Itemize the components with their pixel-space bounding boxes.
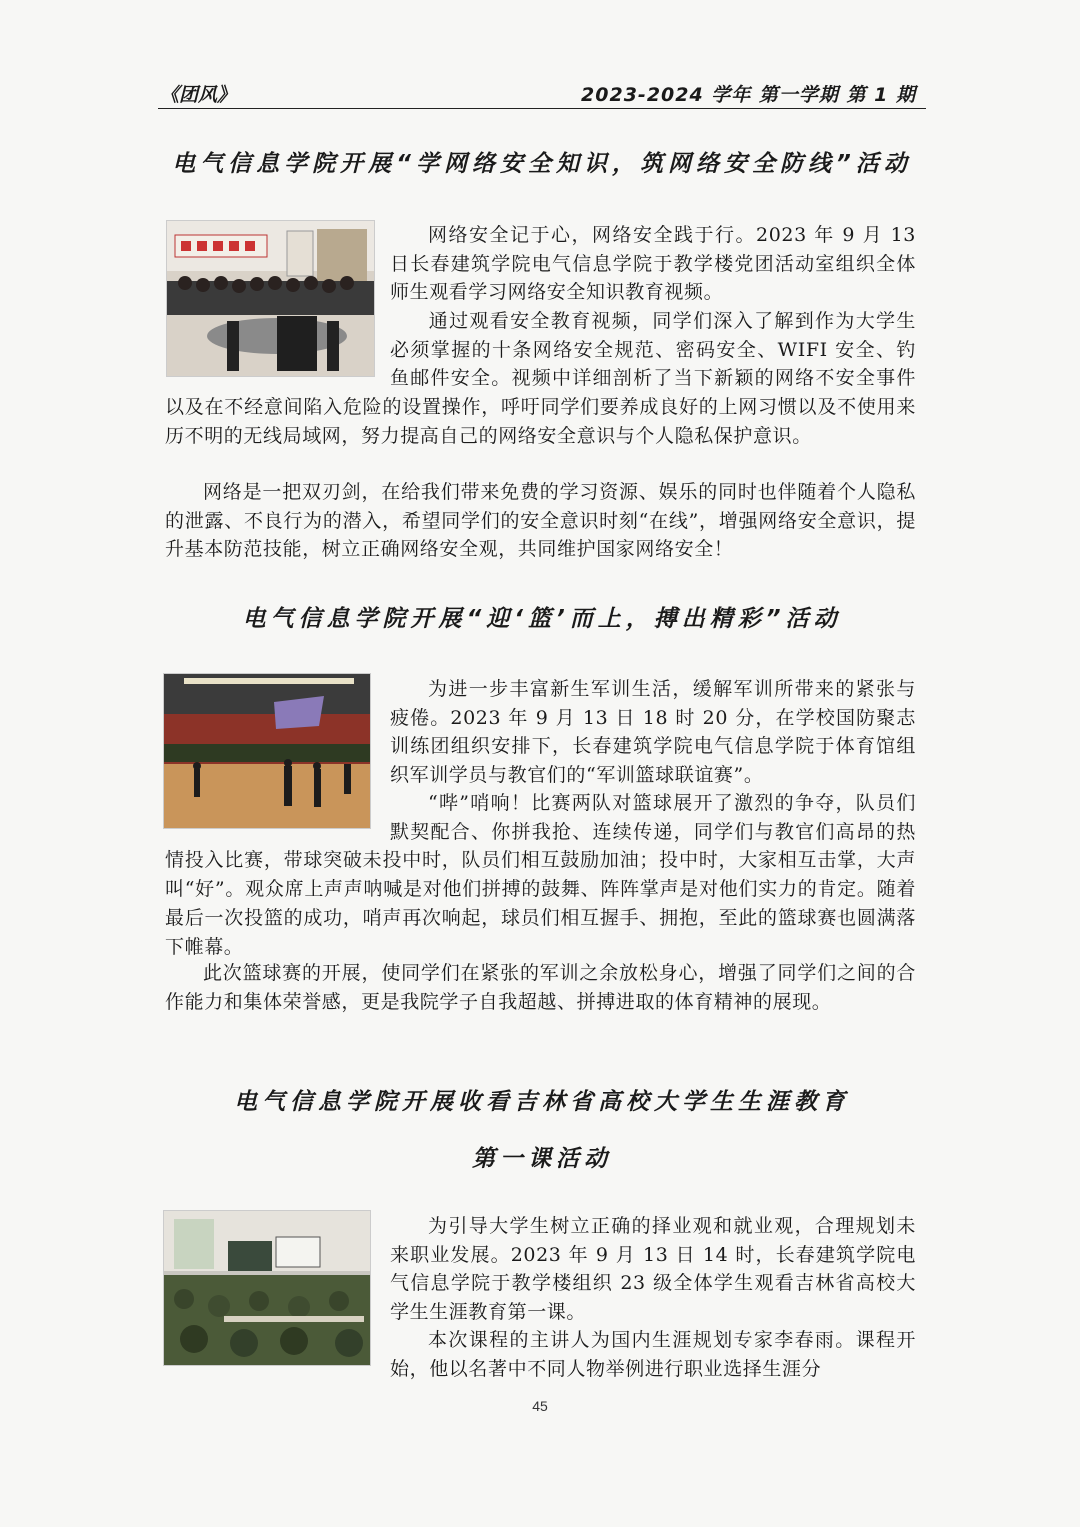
- article-title-career-education: 电气信息学院开展收看吉林省高校大学生生涯教育: [234, 1089, 850, 1115]
- article1-paragraph-2-wrap: [165, 307, 916, 451]
- article2-paragraph-2-wrap: [165, 789, 916, 961]
- journal-name: 《团风》: [160, 84, 237, 106]
- article1-paragraph-1: 网络安全记于心，网络安全践于行。2023 年 9 月 13 日长春建筑学院电气信息学院于教学楼党团活动室组织全体师生观看学习网络安全知识教育视频。: [390, 224, 916, 304]
- page-number: 45: [532, 1398, 548, 1414]
- article2-paragraph-3: 此次篮球赛的开展，使同学们在紧张的军训之余放松身心，增强了同学们之间的合作能力和集体荣誉感，更是我院学子自我超越、拼搏进取的体育精神的展现。: [165, 962, 916, 1013]
- page-header: [158, 78, 926, 109]
- article-title-network-security: 电气信息学院开展“学网络安全知识，筑网络安全防线”活动: [172, 151, 912, 177]
- career-lecture-photo: [163, 1210, 371, 1366]
- article-title-basketball: 电气信息学院开展“迎‘篮’而上，搏出精彩”活动: [242, 606, 842, 632]
- article2-paragraph-1: 为进一步丰富新生军训生活，缓解军训所带来的紧张与疲倦。2023 年 9 月 13 日 18 时 20 分，在学校国防聚志训练团组织安排下，长春建筑学院电气信息学院于体育馆组织军训学员与教官们的“军训篮球联谊赛”。: [390, 678, 916, 787]
- article3-paragraph-2: 本次课程的主讲人为国内生涯规划专家李春雨。课程开始，他以名著中不同人物举例进行职业选择生涯分: [390, 1329, 916, 1380]
- article-title-career-education-line2: 第一课活动: [472, 1146, 612, 1172]
- article2-paragraph-2: “哔”哨响！比赛两队对篮球展开了激烈的争夺，队员们默契配合、你拼我抢、连续传递，同学们与教官们高昂的热情投入比赛，带球突破未投中时，队员们相互鼓励加油；投中时，大家相互击掌，大声叫“好”。观众席上声声呐喊是对他们拼搏的鼓舞、阵阵掌声是对他们实力的肯定。随着最后一次投篮的成功，哨声再次响起，球员们相互握手、拥抱，至此的篮球赛也圆满落下帷幕。: [165, 792, 916, 958]
- article3-paragraph-1: 为引导大学生树立正确的择业观和就业观，合理规划未来职业发展。2023 年 9 月 13 日 14 时，长春建筑学院电气信息学院于教学楼组织 23 级全体学生观看吉林省高校大学生生涯教育第一课。: [390, 1215, 916, 1324]
- issue-info: 2023-2024 学年 第一学期 第 1 期: [581, 84, 916, 106]
- article1-paragraph-2: 通过观看安全教育视频，同学们深入了解到作为大学生必须掌握的十条网络安全规范、密码安全、WIFI 安全、钓鱼邮件安全。视频中详细剖析了当下新颖的网络不安全事件以及在不经意间陷入危险的设置操作，呼吁同学们要养成良好的上网习惯以及不使用来历不明的无线局域网，努力提高自己的网络安全意识与个人隐私保护意识。: [165, 310, 916, 447]
- article1-paragraph-3: 网络是一把双刃剑，在给我们带来免费的学习资源、娱乐的同时也伴随着个人隐私的泄露、不良行为的潜入，希望同学们的安全意识时刻“在线”，增强网络安全意识，提升基本防范技能，树立正确网络安全观，共同维护国家网络安全！: [165, 481, 916, 561]
